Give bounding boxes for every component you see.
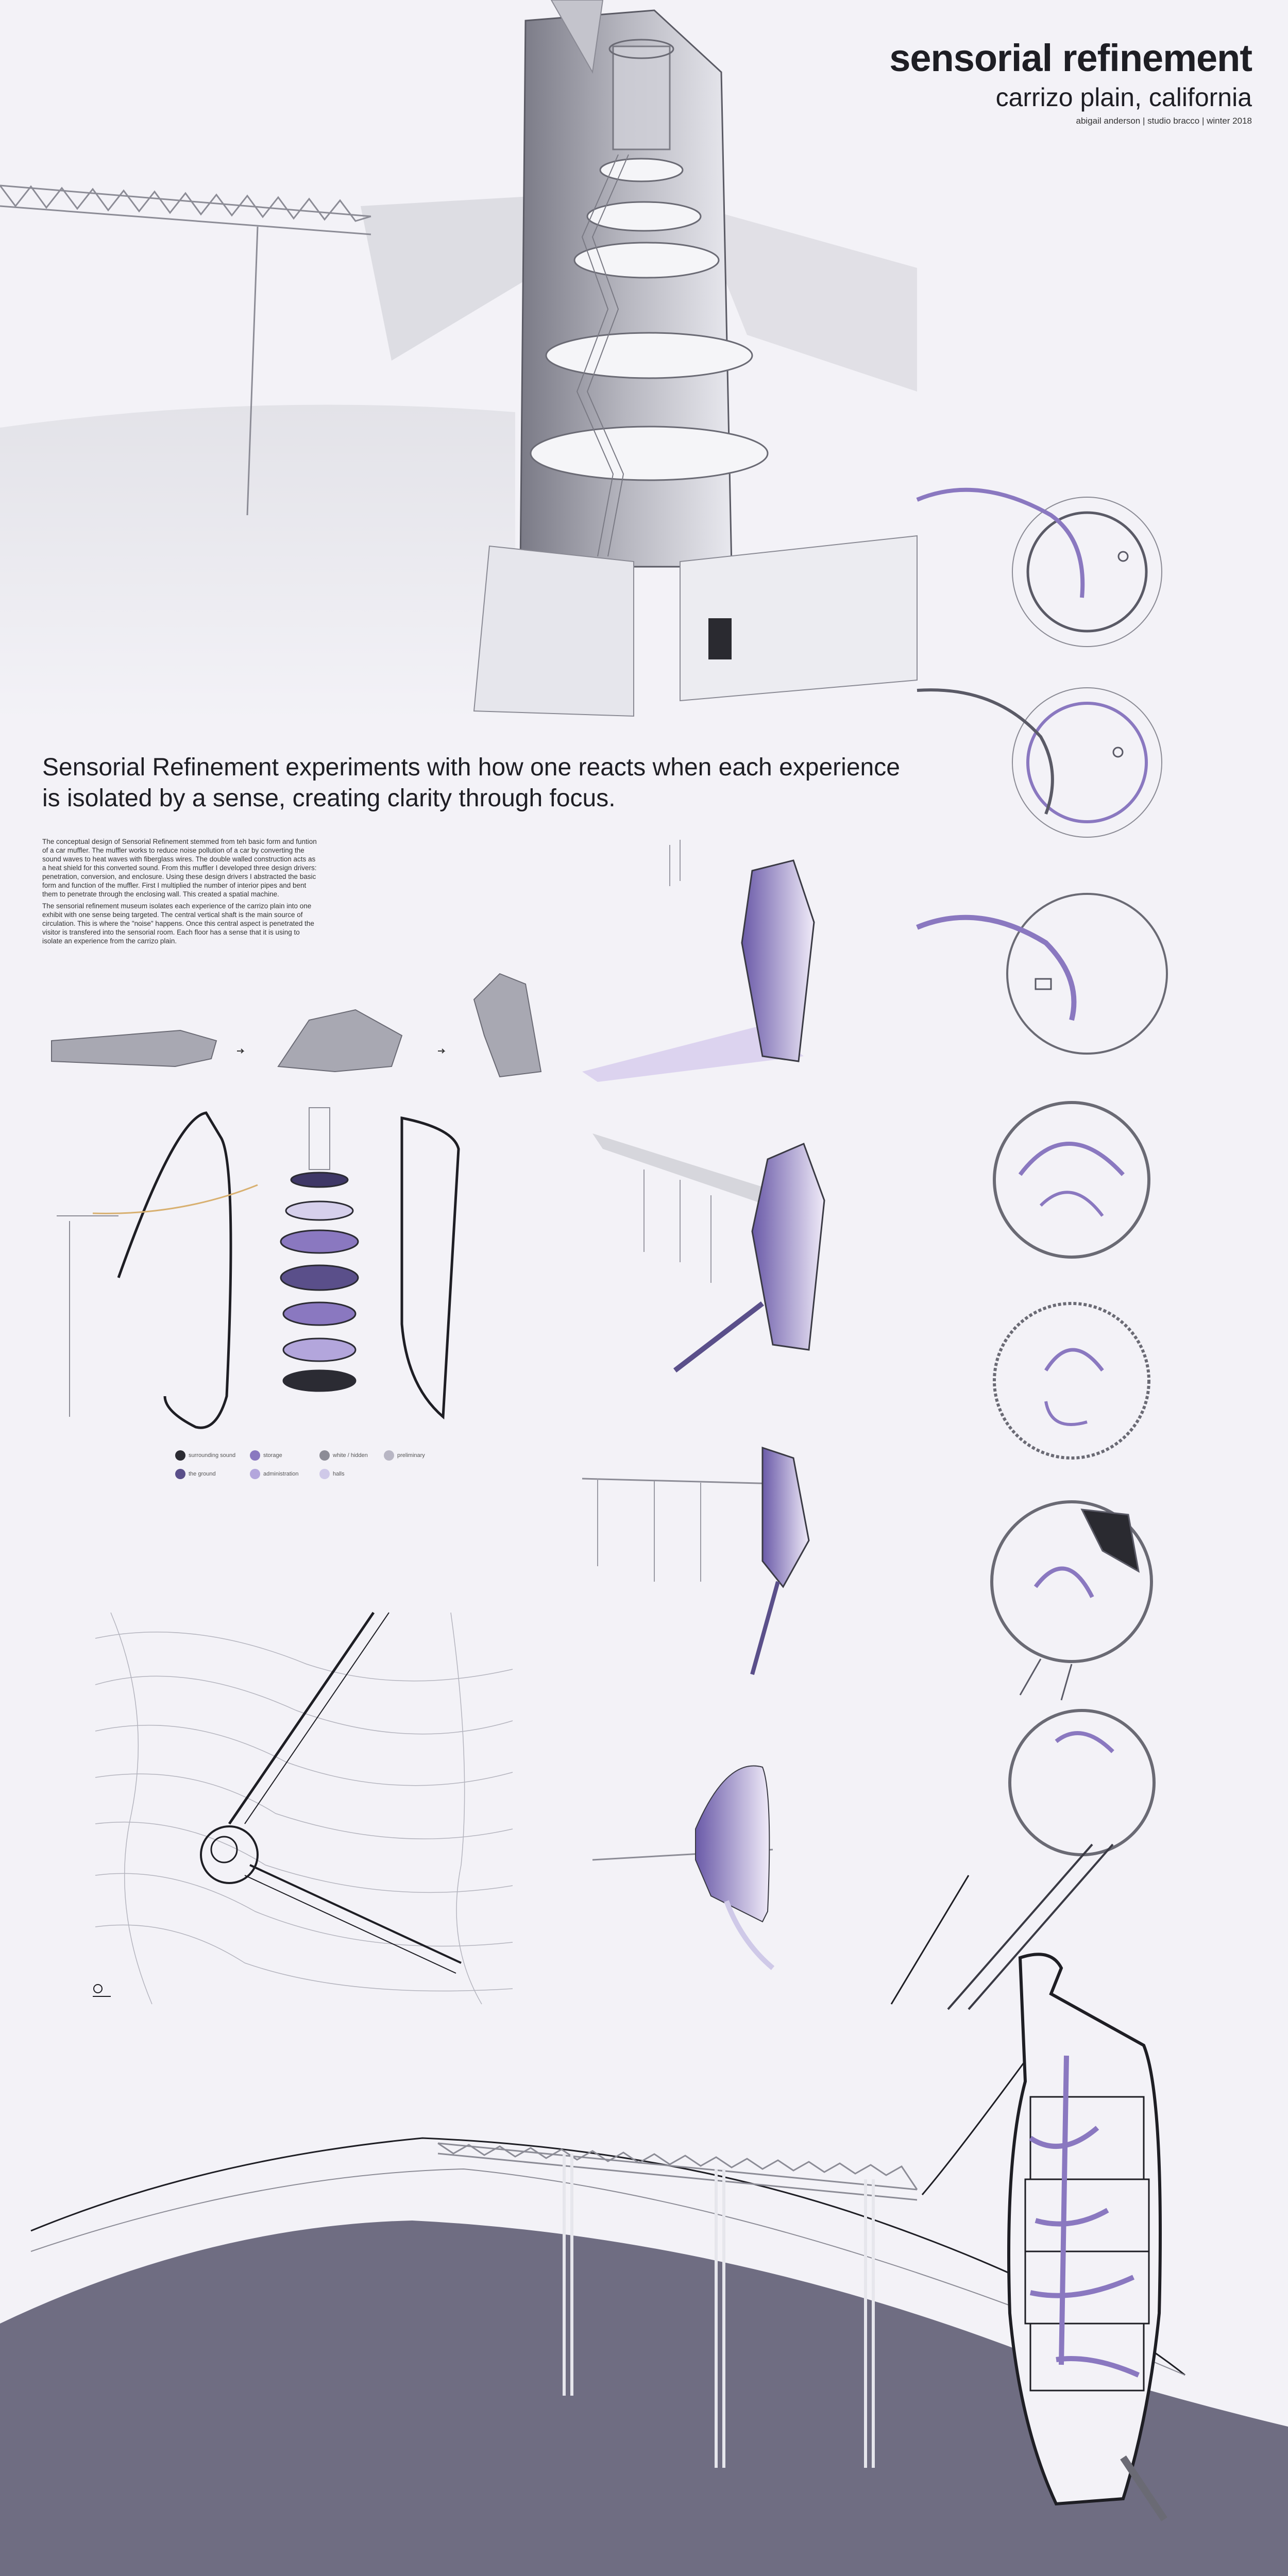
north-arrow-icon — [93, 1985, 111, 1996]
floor-plan-column — [917, 464, 1226, 2009]
legend-item — [250, 1450, 282, 1461]
concept-paragraph: The conceptual design of Sensorial Refinement stemmed from teh basic form and funtion of a car muffler. The muffler works to reduce noise pollution of a car by converting the sound waves to heat waves with fiberglass wires. The double walled construction acts as a heat shield for this converted sound. From this muffler I developed three design drivers: penetration, conversion, and enclosure. Using these design drivers I abstracted the basic form and function of the muffler. First I multiplied the number of interior pipes and bent them to penetrate through the enclosing wall. This created a spatial machine. — [42, 838, 317, 898]
legend-item — [175, 1450, 235, 1461]
program-legend — [175, 1450, 433, 1481]
legend-label: administration — [263, 1471, 299, 1477]
poster-location: carrizo plain, california — [995, 83, 1252, 112]
legend-swatch — [250, 1450, 260, 1461]
legend-label: white / hidden — [333, 1452, 368, 1459]
exploded-axonometric — [52, 1108, 489, 1427]
legend-item — [319, 1469, 345, 1479]
muffler-abstraction-diagram — [46, 969, 587, 1082]
legend-label: storage — [263, 1452, 282, 1459]
program-paragraph: The sensorial refinement museum isolates each experience of the carrizo plain into one exhibit with one sense being targeted. The central vertical shaft is the main source of circulation. This is where the "noise" happens. Once this central aspect is penetrated the visitor is transfered into the sensorial room. Each floor has a sense that it is using to isolate an experience from the carrizo plain. — [42, 902, 314, 945]
legend-label: halls — [333, 1471, 345, 1477]
section-renders — [556, 840, 876, 1999]
building-section — [0, 2004, 1288, 2576]
legend-swatch — [319, 1469, 330, 1479]
hero-render — [0, 0, 927, 721]
legend-swatch — [250, 1469, 260, 1479]
legend-swatch — [384, 1450, 394, 1461]
legend-label: the ground — [189, 1471, 216, 1477]
project-statement: Sensorial Refinement experiments with how one reacts when each experience is isolated by a sense, creating clarity through focus. — [42, 754, 900, 812]
legend-item — [175, 1469, 216, 1479]
legend-swatch — [175, 1469, 185, 1479]
site-plan — [90, 1607, 518, 2009]
legend-item — [384, 1450, 425, 1461]
poster-credit: abigail anderson | studio bracco | winter 2018 — [1076, 116, 1252, 126]
legend-swatch — [319, 1450, 330, 1461]
poster-title: sensorial refinement — [889, 37, 1252, 79]
legend-item — [250, 1469, 298, 1479]
legend-label: preliminary — [397, 1452, 425, 1459]
legend-label: surrounding sound — [189, 1452, 236, 1459]
legend-item — [319, 1450, 368, 1461]
legend-swatch — [175, 1450, 185, 1461]
